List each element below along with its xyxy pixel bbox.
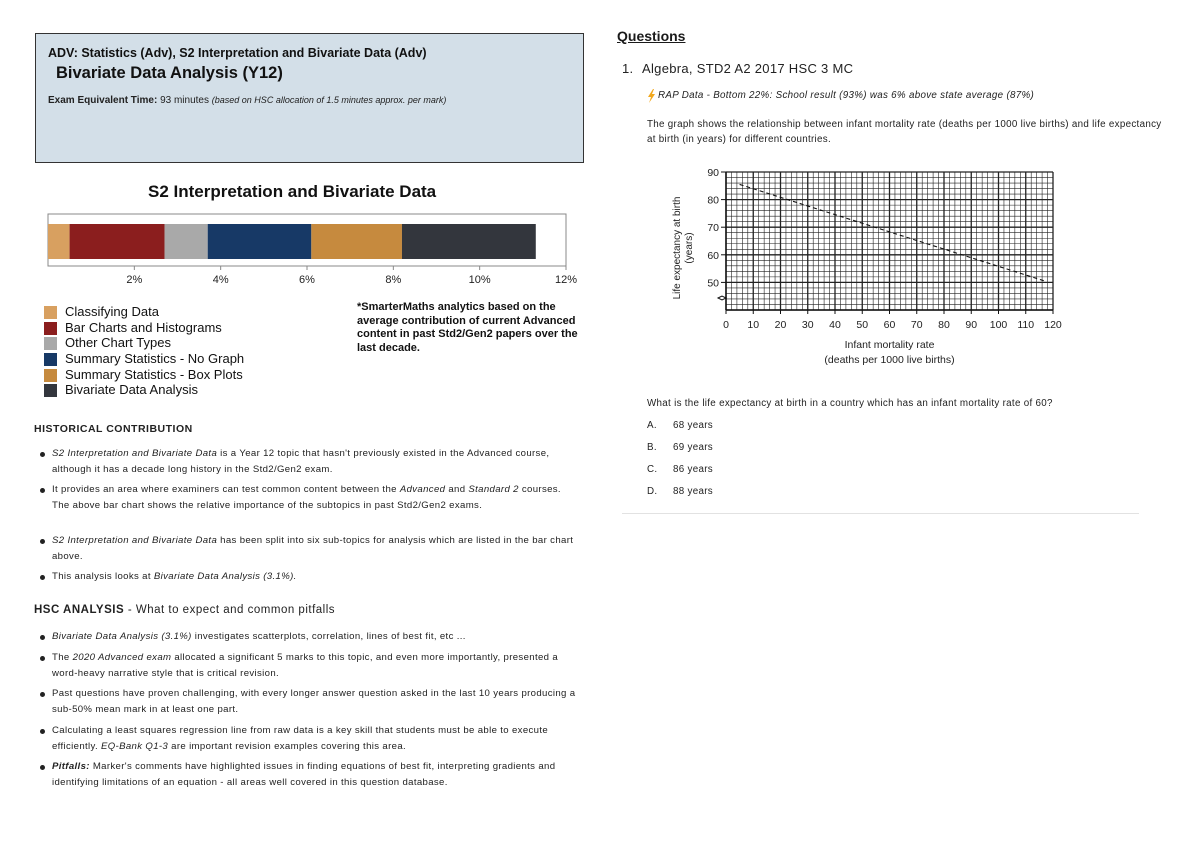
bullet-text: has been split into six sub-topics for analysis which are listed in the bar chart above. [52, 535, 574, 562]
hsc-bullet [52, 629, 580, 645]
bullet-text: is a Year 12 topic that hasn't previously existed in the Advanced course, although it has a decade long history in the Std2/Gen2 exam. [52, 448, 550, 475]
bar-segment [165, 224, 208, 259]
bullet-text: allocated a significant 5 marks to this topic, and even more importantly, presented a word-heavy narrative style that is critical revision. [52, 652, 559, 679]
bar-chart-title: S2 Interpretation and Bivariate Data [148, 182, 437, 201]
x-tick-label: 10 [747, 319, 760, 331]
bullet-text: and [445, 484, 469, 495]
question-title: Algebra, STD2 A2 2017 HSC 3 MC [642, 61, 854, 76]
y-axis-label-group [672, 197, 695, 300]
hsc-heading [34, 604, 335, 616]
x-tick-label: 110 [1017, 319, 1035, 331]
legend-swatch [44, 322, 57, 335]
x-axis-label: Infant mortality rate [844, 339, 935, 351]
y-axis-label-units: (years) [684, 232, 695, 264]
bullet-emphasis: 2020 Advanced exam [72, 652, 172, 663]
y-tick-label: 80 [707, 194, 719, 207]
legend-label: Classifying Data [65, 304, 159, 319]
hsc-bullet [52, 650, 580, 681]
x-tick-label: 100 [989, 319, 1008, 331]
x-tick-label: 10% [468, 274, 491, 286]
legend-label: Summary Statistics - No Graph [65, 351, 245, 366]
legend-swatch [44, 384, 57, 397]
exam-time [48, 95, 468, 106]
x-tick-label: 4% [212, 274, 229, 286]
x-tick-label: 90 [965, 319, 978, 331]
course-line: ADV: Statistics (Adv), S2 Interpretation and Bivariate Data (Adv) [48, 46, 427, 60]
bar-segment [48, 224, 70, 259]
x-tick-label: 12% [554, 274, 578, 286]
questions-heading: Questions [617, 28, 686, 44]
question-number: 1. [622, 61, 634, 76]
option-text: 86 years [673, 464, 713, 475]
exam-time-label: Exam Equivalent Time: [48, 95, 158, 106]
bullet-emphasis: EQ-Bank Q1-3 [101, 740, 169, 752]
x-tick-label: 20 [774, 319, 787, 331]
y-tick-label: 60 [707, 249, 719, 262]
option-letter: B. [647, 442, 657, 453]
bullet-emphasis: Advanced [399, 484, 446, 495]
x-tick-label: 0 [723, 319, 729, 331]
x-tick-label: 120 [1044, 319, 1062, 331]
historical-bullet [52, 533, 580, 564]
legend-label: Bar Charts and Histograms [65, 320, 222, 335]
option-letter: D. [647, 486, 658, 497]
bar-segment [70, 224, 165, 259]
y-tick-label: 70 [707, 222, 719, 235]
historical-bullet [52, 569, 580, 585]
subtopic-bar-chart [36, 213, 596, 293]
x-tick-label: 60 [883, 319, 896, 331]
rap-data: RAP Data - Bottom 22%: School result (93%) was 6% above state average (87%) [658, 90, 1035, 101]
question-intro: The graph shows the relationship between infant mortality rate (deaths per 1000 live births) and life expectancy at birth (in years) for different countries. [647, 119, 1162, 145]
bullet-text: The [52, 652, 73, 663]
legend-label: Bivariate Data Analysis [65, 382, 198, 397]
hsc-bullet [52, 686, 580, 717]
topic-title: Bivariate Data Analysis (Y12) [56, 64, 283, 82]
bullet-text: It provides an area where examiners can test common content between the [52, 484, 400, 495]
bullet-text: Past questions have proven challenging, with every longer answer question asked in the last 10 years producing a sub-50% mean mark in at least one part. [52, 688, 576, 715]
bullet-emphasis: S2 Interpretation and Bivariate Data [52, 448, 218, 459]
x-tick-label: 8% [385, 274, 402, 286]
hsc-bullet [52, 723, 580, 754]
x-tick-label: 30 [801, 319, 814, 331]
option-text: 88 years [673, 486, 713, 497]
legend-swatch [44, 369, 57, 382]
x-tick-label: 80 [938, 319, 950, 331]
historical-bullet [52, 446, 580, 477]
bullet-text: Marker's comments have highlighted issues in finding equations of best fit, interpreting gradients and identifying limitations of an equation - all areas well covered in this question database. [52, 761, 556, 788]
legend-label: Summary Statistics - Box Plots [65, 367, 243, 382]
hsc-heading-bold: HSC ANALYSIS [34, 604, 125, 616]
bullet-text: This analysis looks at [52, 571, 154, 582]
topic-header-box [35, 33, 584, 163]
bullet-emphasis: Standard 2 [468, 484, 519, 495]
bar-segment [311, 224, 402, 259]
x-axis-label-units: (deaths per 1000 live births) [824, 354, 955, 366]
y-tick-label: 50 [707, 277, 719, 290]
legend-swatch [44, 353, 57, 366]
bullet-strong: Pitfalls: [52, 761, 90, 772]
x-tick-label: 2% [126, 274, 143, 286]
bar-segment [208, 224, 312, 259]
question-prompt: What is the life expectancy at birth in a country which has an infant mortality rate of 60? [647, 398, 1053, 409]
x-tick-label: 6% [299, 274, 315, 286]
exam-time-note: (based on HSC allocation of 1.5 minutes approx. per mark) [211, 95, 447, 105]
x-tick-label: 40 [829, 319, 841, 331]
bullet-emphasis: Bivariate Data Analysis (3.1%) [52, 631, 192, 642]
legend-label: Other Chart Types [65, 335, 171, 350]
life-expectancy-chart [660, 160, 1080, 375]
option-letter: A. [647, 420, 657, 431]
legend-swatch [44, 337, 57, 350]
bar-segment [402, 224, 536, 259]
historical-bullet [52, 482, 580, 513]
option-text: 68 years [673, 420, 713, 431]
bullet-emphasis: S2 Interpretation and Bivariate Data [52, 535, 218, 546]
historical-heading: HISTORICAL CONTRIBUTION [34, 423, 193, 435]
bullet-emphasis: Bivariate Data Analysis (3.1%). [153, 571, 297, 582]
option-text: 69 years [673, 442, 713, 453]
legend-swatch [44, 306, 57, 319]
y-axis-label: Life expectancy at birth [672, 196, 683, 300]
bullet-text: are important revision examples covering this area. [168, 740, 407, 752]
y-tick-label: 90 [707, 167, 719, 179]
x-tick-label: 70 [910, 319, 923, 331]
exam-time-value: 93 minutes [160, 95, 209, 106]
question-divider [622, 513, 1139, 514]
axis-break-mark [718, 296, 726, 300]
bullet-text: courses. The above bar chart shows the relative importance of the subtopics in past Std2/Gen2 exams. [52, 484, 561, 511]
analytics-note: *SmarterMaths analytics based on the average contribution of current Advanced content in past Std2/Gen2 papers over the last decade. [357, 301, 578, 354]
hsc-heading-rest: - What to expect and common pitfalls [124, 604, 336, 616]
lightning-bolt-icon [647, 89, 656, 103]
bullet-text: Calculating a least squares regression line from raw data is a key skill that students must be able to execute efficiently. [52, 725, 549, 752]
option-letter: C. [647, 464, 658, 475]
bullet-text: investigates scatterplots, correlation, lines of best fit, etc ... [191, 631, 466, 642]
x-tick-label: 50 [856, 319, 869, 331]
hsc-bullet [52, 759, 580, 790]
